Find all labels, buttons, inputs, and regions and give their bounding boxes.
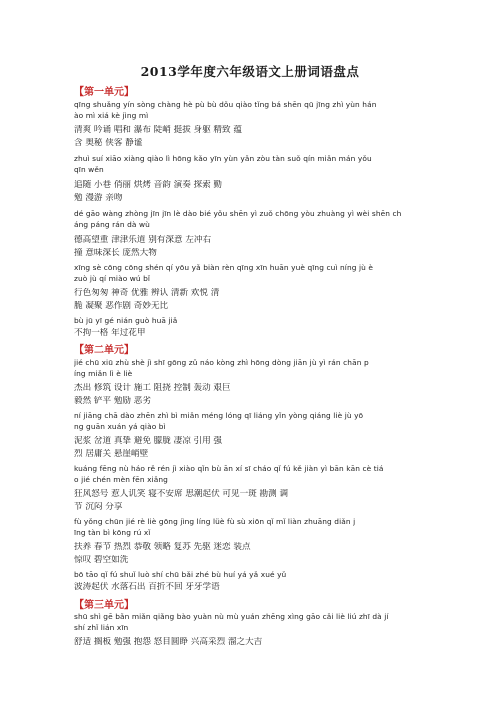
word-line: 泥浆 岔道 真挚 避免 朦胧 凄凉 引用 强 <box>74 436 223 446</box>
unit-1-label: 【第一单元】 <box>74 87 134 98</box>
word-line: 追随 小巷 俏丽 烘烤 音韵 演奏 探索 勤 <box>74 180 223 190</box>
pinyin-line: shí zhǐ lián xīn <box>74 623 129 632</box>
word-line: 节 沉闷 分享 <box>74 502 123 512</box>
word-line: 撞 意味深长 庞然大物 <box>74 248 157 258</box>
word-line: 脆 凝聚 恶作剧 奇妙无比 <box>74 301 169 311</box>
word-line: 行色匆匆 神奇 优雅 辨认 清新 欢悦 清 <box>74 288 220 298</box>
document-title: 2013学年度六年级语文上册词语盘点 <box>140 64 360 79</box>
pinyin-line: zhuì suí xiāo xiàng qiào lì hōng kǎo yīn yùn yǎn zòu tàn suǒ qín miǎn mán yǒu <box>74 154 372 163</box>
word-line: 波涛起伏 水落石出 百折不回 牙牙学语 <box>74 582 220 592</box>
pinyin-line: qīng shuǎng yín sòng chàng hè pù bù dǒu qiào tǐng bá shēn qū jīng zhì yùn hán <box>74 100 377 109</box>
pinyin-line: fù yǒng chūn jié rè liè gōng jìng líng lüè fù sù xiōn qǐ mǐ liàn zhuāng diǎn j <box>74 517 356 526</box>
pinyin-line: ng guān xuán yá qiào bì <box>74 422 166 431</box>
pinyin-line: ào mì xiá kè jìng mì <box>74 111 149 120</box>
word-line: 烈 居庸关 悬崖峭壁 <box>74 449 149 459</box>
pinyin-line: íng miǎn lì è liè <box>74 369 133 378</box>
pinyin-line: ní jiāng chā dào zhēn zhì bì miǎn méng lóng qī liáng yǐn yòng qiáng liè jù yō <box>74 411 364 420</box>
pinyin-line: shū shì gē bǎn miǎn qiǎng bào yuàn nù mù yuán zhēng xìng gāo cǎi liè liú zhī dà jí <box>74 612 389 621</box>
word-line: 含 奥秘 侠客 静谧 <box>74 138 143 148</box>
pinyin-line: o jié chén mèn fēn xiǎng <box>74 475 168 484</box>
unit-2-label: 【第二单元】 <box>74 345 134 356</box>
word-line: 毅然 铲平 勉励 恶劣 <box>74 396 151 406</box>
pinyin-line: īng tàn bì kōng rú xǐ <box>74 528 151 537</box>
word-line: 扶养 春节 热烈 恭敬 领略 复苏 先驱 迷恋 装点 <box>74 542 251 552</box>
pinyin-line: bù jū yī gé nián guò huā jiǎ <box>74 316 178 325</box>
pinyin-line: áng páng rán dà wù <box>74 220 150 229</box>
word-line: 杰出 修筑 设计 施工 阻挠 控制 轰动 艰巨 <box>74 383 231 393</box>
pinyin-line: zuò jù qí miào wú bǐ <box>74 274 151 283</box>
word-line: 清爽 吟诵 唱和 瀑布 陡峭 挺拔 身躯 精致 蕴 <box>74 125 242 135</box>
pinyin-line: jié chū xiū zhù shè jì shī gōng zǔ náo kòng zhì hōng dòng jiān jù yì rán chān p <box>74 358 369 367</box>
pinyin-line: kuáng fēng nù háo rě rén jì xiào qǐn bù ān xí sī cháo qǐ fú kě jiàn yì bān kān cè tiá <box>74 464 384 473</box>
word-line: 惊叹 碧空如洗 <box>74 555 129 565</box>
word-line: 德高望重 津津乐道 别有深意 左冲右 <box>74 235 212 245</box>
word-line: 舒适 搁板 勉强 抱怨 怒目圆睁 兴高采烈 溜之大吉 <box>74 637 263 647</box>
word-line: 勉 漫游 亲吻 <box>74 193 123 203</box>
pinyin-line: xīng sè cōng cōng shén qí yōu yǎ biàn rèn qīng xīn huān yuè qīng cuì níng jù è <box>74 263 374 272</box>
pinyin-line: bō tāo qǐ fú shuǐ luò shí chū bǎi zhé bù huí yá yǎ xué yǔ <box>74 570 287 579</box>
unit-3-label: 【第三单元】 <box>74 600 134 611</box>
word-line: 不拘一格 年过花甲 <box>74 328 146 338</box>
word-line: 狂风怒号 惹人讥笑 寝不安席 思潮起伏 可见一斑 勘测 调 <box>74 489 289 499</box>
pinyin-line: qīn wěn <box>74 165 104 174</box>
pinyin-line: dé gāo wàng zhòng jīn jīn lè dào bié yǒu shēn yì zuǒ chōng yòu zhuàng yì wèi shēn ch <box>74 209 402 218</box>
